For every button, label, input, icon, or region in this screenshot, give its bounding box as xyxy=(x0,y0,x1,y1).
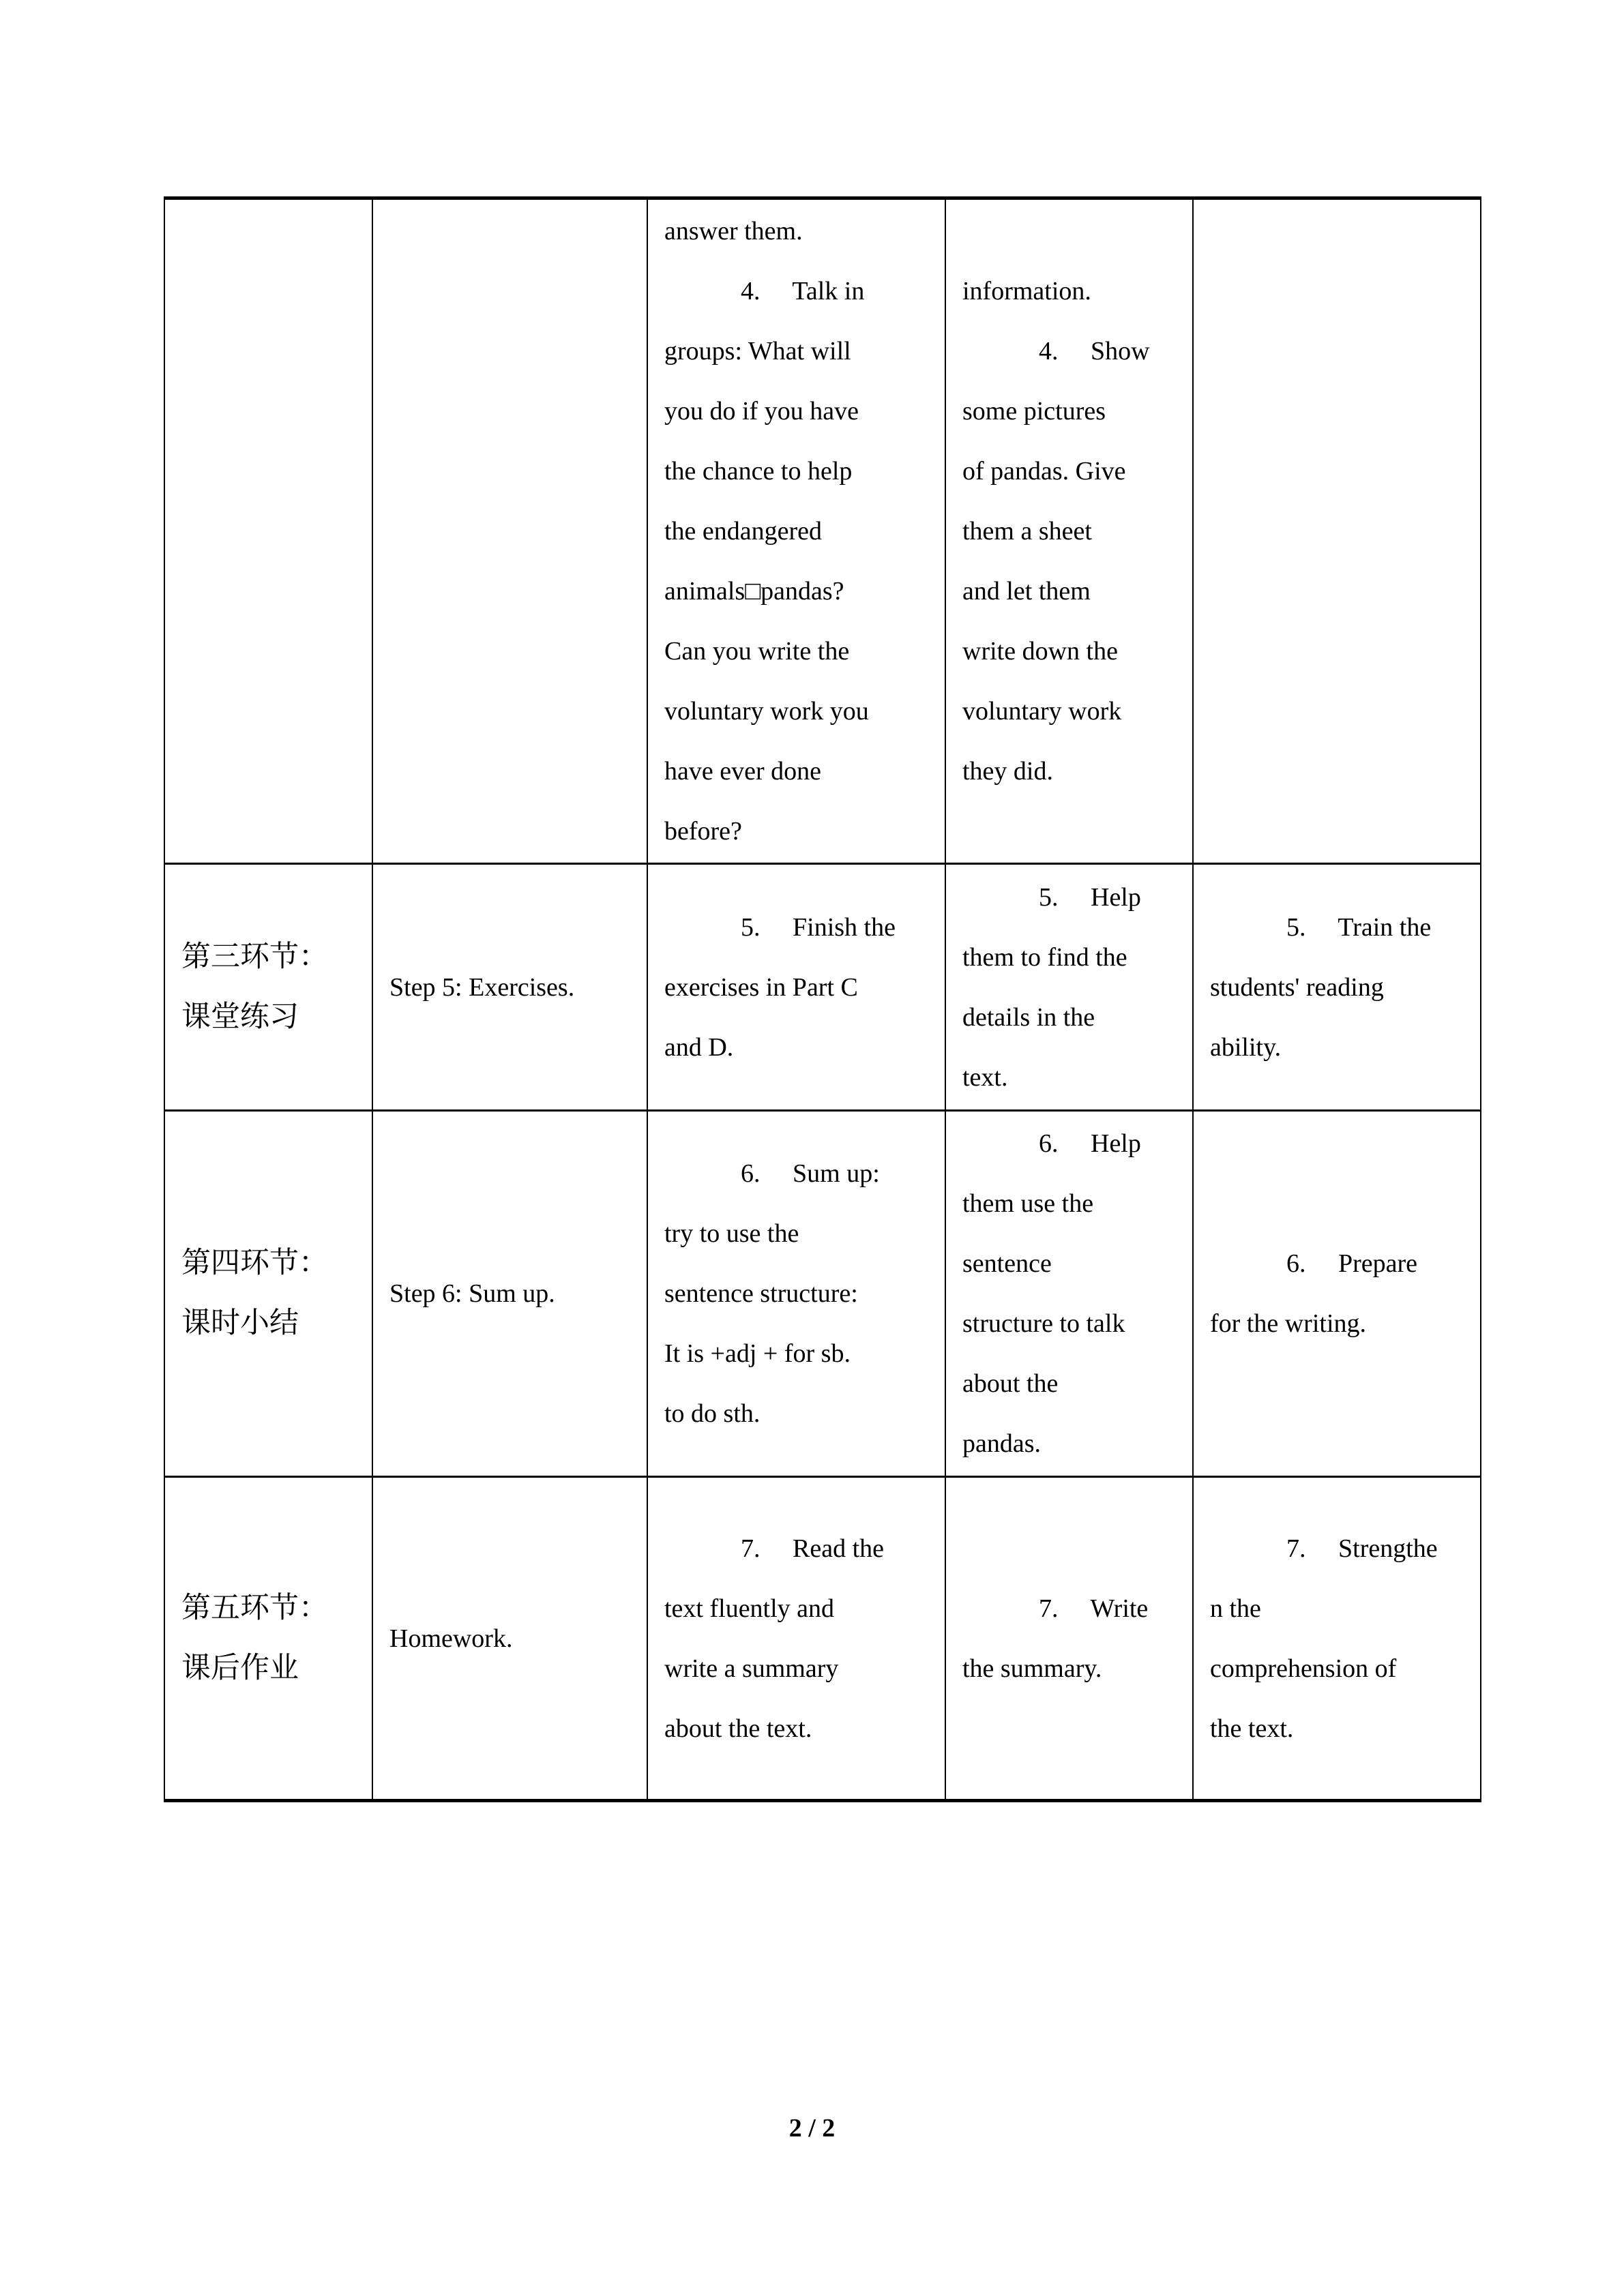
text-line: try to use the xyxy=(664,1219,799,1248)
text-line: 7. Strengthe xyxy=(1286,1534,1438,1563)
text-line: details in the xyxy=(962,1002,1095,1032)
table-cell-r2c1 xyxy=(164,864,372,1111)
text-line: they did. xyxy=(962,757,1053,786)
text-line: n the xyxy=(1210,1594,1261,1623)
text-line: them use the xyxy=(962,1189,1094,1218)
text-line: 6. Help xyxy=(1039,1129,1141,1158)
text-line: 6. Prepare xyxy=(1286,1249,1418,1278)
text-line: about the text. xyxy=(664,1714,812,1743)
table-cell-r2c3 xyxy=(647,864,945,1111)
text-line: Can you write the xyxy=(664,637,850,666)
text-line: 5. Help xyxy=(1039,882,1141,912)
table-cell-r3c1 xyxy=(164,1111,372,1477)
lesson-plan-table xyxy=(164,196,1481,1802)
table-cell-r3c5 xyxy=(1193,1111,1481,1477)
text-line: 7. Write xyxy=(1039,1594,1149,1623)
text-line: sentence xyxy=(962,1249,1052,1278)
text-line: for the writing. xyxy=(1210,1309,1367,1338)
text-line: them to find the xyxy=(962,942,1127,972)
text-line: and D. xyxy=(664,1032,734,1062)
text-line: voluntary work you xyxy=(664,697,869,726)
text-line: 第五环节： xyxy=(181,1592,328,1624)
text-line: Step 6: Sum up. xyxy=(389,1279,555,1308)
text-line: write a summary xyxy=(664,1654,839,1683)
text-line: pandas. xyxy=(962,1429,1042,1458)
table-cell-r2c2 xyxy=(372,864,647,1111)
text-line: of pandas. Give xyxy=(962,457,1126,486)
table-cell-r3c2 xyxy=(372,1111,647,1477)
text-line: 第四环节： xyxy=(181,1247,328,1279)
text-line: 7. Read the xyxy=(741,1534,885,1563)
text-line: ability. xyxy=(1210,1032,1282,1062)
text-line: Homework. xyxy=(389,1624,513,1653)
table-cell-r1c4 xyxy=(945,198,1193,864)
text-line: before? xyxy=(664,817,742,846)
text-line: information. xyxy=(962,277,1091,305)
text-line: 4. Talk in xyxy=(741,277,865,305)
text-line: animals□pandas? xyxy=(664,577,844,606)
text-line: text. xyxy=(962,1062,1008,1092)
text-line: sentence structure: xyxy=(664,1279,858,1308)
text-line: the text. xyxy=(1210,1714,1294,1743)
text-line: Step 5: Exercises. xyxy=(389,972,575,1002)
text-line: 5. Finish the xyxy=(741,912,896,942)
text-line: the summary. xyxy=(962,1654,1102,1683)
text-line: 4. Show xyxy=(1039,337,1150,366)
text-line: the endangered xyxy=(664,517,823,546)
text-line: have ever done xyxy=(664,757,821,786)
text-line: some pictures xyxy=(962,397,1106,426)
table-cell-r1c5 xyxy=(1193,198,1481,864)
table-row-stage-3 xyxy=(164,864,1481,1111)
text-line: 课后作业 xyxy=(181,1652,299,1684)
text-line: groups: What will xyxy=(664,337,851,366)
text-line: voluntary work xyxy=(962,697,1122,726)
text-line: 课时小结 xyxy=(181,1307,299,1339)
table-cell-r1c2 xyxy=(372,198,647,864)
text-line: exercises in Part C xyxy=(664,972,858,1002)
table-cell-r1c3 xyxy=(647,198,945,864)
table-cell-r3c3 xyxy=(647,1111,945,1477)
text-line: answer them. xyxy=(664,217,803,245)
table-cell-r4c1 xyxy=(164,1477,372,1801)
table-cell-r4c2 xyxy=(372,1477,647,1801)
table-cell-r4c3 xyxy=(647,1477,945,1801)
text-line: write down the xyxy=(962,637,1118,666)
table-row-stage-5 xyxy=(164,1477,1481,1801)
text-line: and let them xyxy=(962,577,1091,606)
text-line: you do if you have xyxy=(664,397,859,426)
table-row-continuation xyxy=(164,198,1481,864)
text-line: It is +adj + for sb. xyxy=(664,1339,851,1368)
table-cell-r4c5 xyxy=(1193,1477,1481,1801)
text-line: 5. Train the xyxy=(1286,912,1432,942)
table-cell-r2c5 xyxy=(1193,864,1481,1111)
text-line: 6. Sum up: xyxy=(741,1159,880,1188)
text-line: the chance to help xyxy=(664,457,853,486)
text-line: structure to talk xyxy=(962,1309,1125,1338)
table-cell-r4c4 xyxy=(945,1477,1193,1801)
text-line: to do sth. xyxy=(664,1399,761,1428)
text-line: them a sheet xyxy=(962,517,1092,546)
text-line: about the xyxy=(962,1369,1059,1398)
text-line: 课堂练习 xyxy=(181,1000,299,1033)
text-line: 第三环节： xyxy=(181,940,328,973)
text-line: text fluently and xyxy=(664,1594,835,1623)
table-row-stage-4 xyxy=(164,1111,1481,1477)
page-number: 2 / 2 xyxy=(788,2114,836,2143)
text-line: comprehension of xyxy=(1210,1654,1397,1683)
text-line: students' reading xyxy=(1210,972,1384,1002)
table-cell-r2c4 xyxy=(945,864,1193,1111)
table-cell-r1c1 xyxy=(164,198,372,864)
table-cell-r3c4 xyxy=(945,1111,1193,1477)
